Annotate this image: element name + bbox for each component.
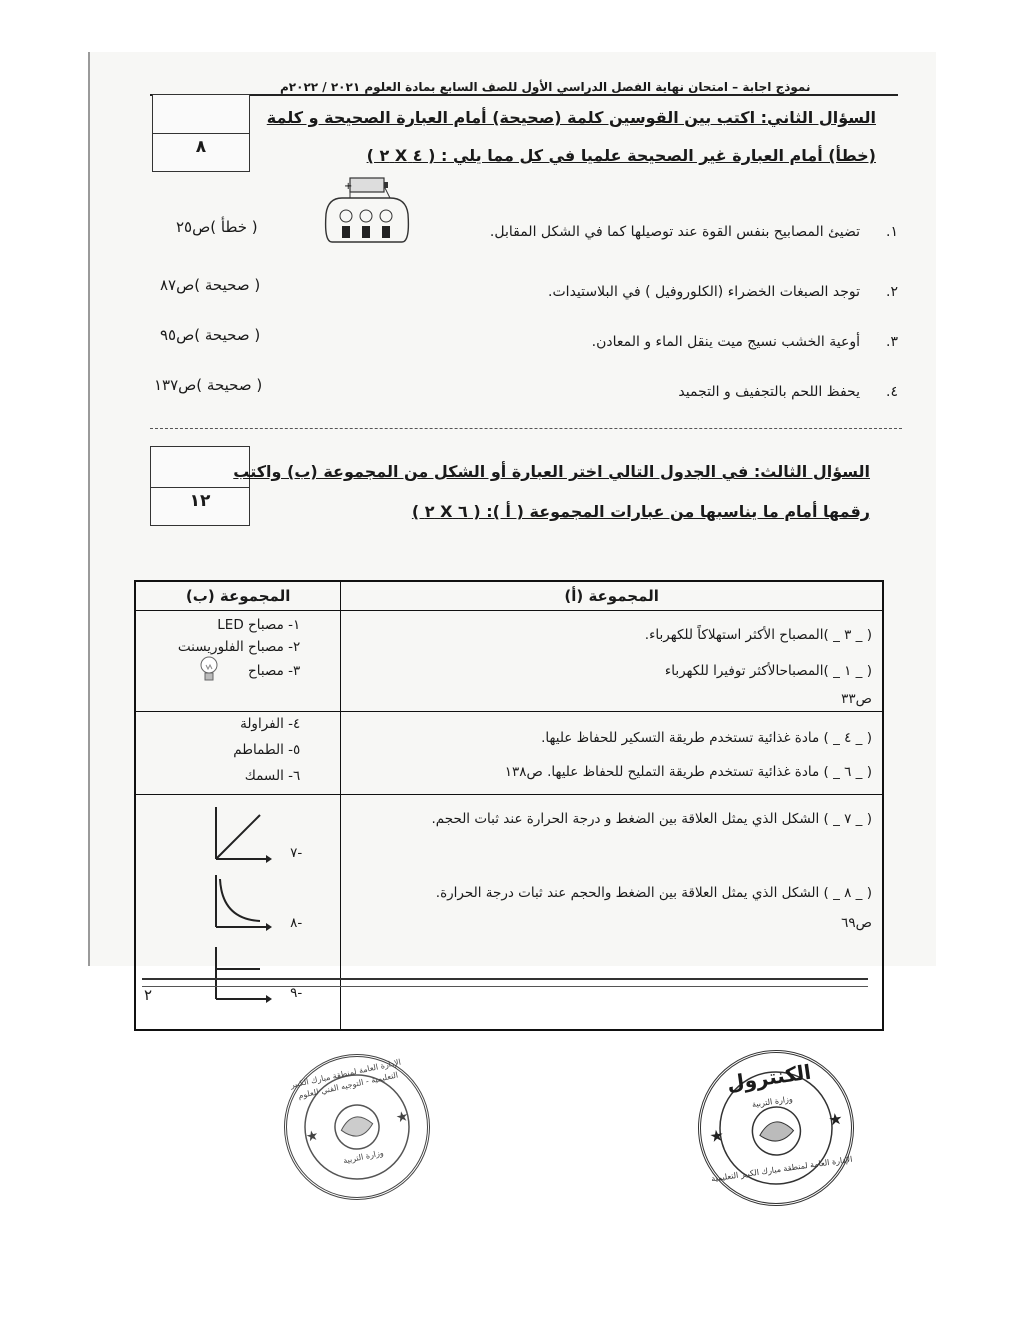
q2-title-line2: (خطأ) أمام العبارة غير الصحيحة علميا في كل مما يلي : ( ٤ X ٢ ) [366,146,876,165]
group2-b-item-1: ٤- الفراولة [240,716,301,732]
q2-item-2-number: ٢. [886,284,898,300]
svg-text:★: ★ [304,1127,321,1146]
q2-item-2-text: توجد الصبغات الخضراء (الكلوروفيل ) في البلاستيدات. [548,284,860,300]
footer-rule-thin [142,986,868,987]
linear-graph [210,805,272,865]
group1-b-item-3: ٣- مصباح [248,663,301,679]
table-row [135,611,883,712]
svg-text:★: ★ [827,1108,844,1130]
group3-a-item-1: ( _ ٧ _ ) الشكل الذي يمثل العلاقة بين الضغط و درجة الحرارة عند ثبات الحجم. [431,811,872,827]
group2-a-item-1: ( _ ٤ _ ) مادة غذائية تستخدم طريقة التسكير للحفاظ عليها. [541,730,872,746]
constant-graph [210,945,272,1005]
section-divider [150,428,902,429]
q2-item-1-answer: ( خطأ )ص٢٥ [176,218,258,236]
header-group-b: المجموعة (ب) [135,581,341,611]
q2-item-1-number: ١. [886,224,898,240]
group2-b-item-3: ٦- السمك [244,768,301,784]
q3-title-line1: السؤال الثالث: في الجدول التالي اختر العبارة أو الشكل من المجموعة (ب) واكتب [233,462,870,481]
q2-item-4-number: ٤. [886,384,898,400]
group3-a-item-2: ( _ ٨ _ ) الشكل الذي يمثل العلاقة بين الضغط والحجم عند ثبات درجة الحرارة. [435,885,872,901]
q2-title-line1: السؤال الثاني: اكتب بين القوسين كلمة (صحيحة) أمام العبارة الصحيحة و كلمة [266,108,876,127]
matching-table [134,580,884,1031]
group1-b-item-1: ١- مصباح LED [217,617,301,633]
group3-b-item-2: -٨ [290,915,303,931]
group2-b-item-2: ٥- الطماطم [233,742,301,758]
right-stamp-ministry: وزارة التربية [751,1094,794,1110]
group1-b-item-2: ٢- مصباح الفلوريسنت [177,639,301,655]
table-row [135,712,883,795]
right-stamp [688,1040,864,1216]
left-stamp-ministry: وزارة التربية [342,1148,385,1166]
q3-score-box [150,446,250,526]
group1-a-ref: ص٣٣ [841,691,872,707]
group2-a-item-2: ( _ ٦ _ ) مادة غذائية تستخدم طريقة التمليح للحفاظ عليها. ص١٣٨ [504,764,872,780]
q2-item-3-answer: ( صحيحة )ص٩٥ [160,326,261,344]
q3-title-line2: رقمها أمام ما يناسبها من عبارات المجموعة ( أ ): ( ٦ X ٢ ) [411,502,870,521]
header-group-a: المجموعة (أ) [341,581,883,611]
right-stamp-title: الكنترول [725,1059,813,1096]
svg-text:+: + [344,181,353,192]
inverse-curve-graph [210,873,272,933]
q2-item-4-text: يحفظ اللحم بالتجفيف و التجميد [678,384,860,400]
table-row [135,795,883,1031]
q2-score: ٨ [195,137,207,157]
lightbulb-icon [198,655,220,683]
q2-item-2-answer: ( صحيحة )ص٨٧ [160,276,261,294]
q2-score-box [152,94,250,172]
page-number: ٢ [144,986,153,1004]
circuit-figure [320,176,412,246]
footer-rule [142,978,868,980]
svg-text:★: ★ [394,1108,411,1127]
header-rule [150,94,898,96]
left-stamp [270,1040,443,1213]
svg-text:★: ★ [708,1125,726,1147]
group1-a-item-2: ( _ ١ _ )المصباحالأكثر توفيرا للكهرباء [664,663,872,679]
group3-a-ref: ص٦٩ [841,915,872,931]
exam-header: نموذج اجابة – امتحان نهاية الفصل الدراسي الأول للصف السابع بمادة العلوم ٢٠٢١ / ٢٠٢٢م [280,80,811,94]
right-stamp-text: الإدارة العامة لمنطقة مبارك الكبير التعليمية [710,1154,853,1184]
q2-item-1-text: تضيئ المصابيح بنفس القوة عند توصيلها كما في الشكل المقابل. [489,224,860,240]
q2-item-3-text: أوعية الخشب نسيج ميت ينقل الماء و المعادن. [591,334,860,350]
group3-b-item-3: -٩ [290,985,303,1001]
table-header-row [135,581,883,611]
q2-item-3-number: ٣. [886,334,898,350]
group1-a-item-1: ( _ ٣ _ )المصباح الأكثر استهلاكاً للكهرباء. [644,627,872,643]
group3-b-item-1: -٧ [290,845,303,861]
q2-item-4-answer: ( صحيحة )ص١٣٧ [154,376,263,394]
q3-score: ١٢ [189,491,211,511]
left-stamp-text: الإدارة العامة لمنطقة مبارك الكبير التعليمية - التوجيه الفني للعلوم [289,1057,402,1101]
